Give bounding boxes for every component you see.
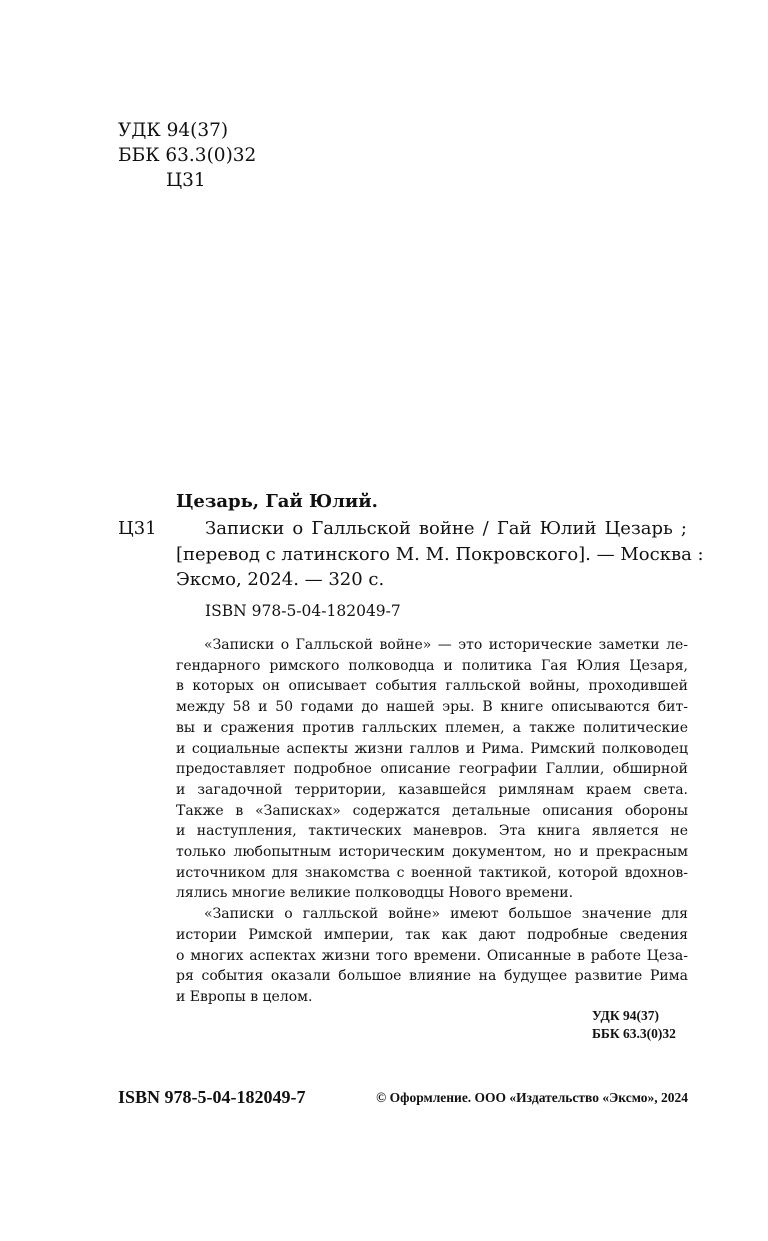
annotation-line: вы и сражения против галльских племен, а также политические [176, 719, 688, 736]
annotation-line: и Европы в целом. [176, 988, 313, 1005]
annotation-line: и социальные аспекты жизни галлов и Рима. Римский полководец [176, 740, 688, 757]
annotation-line: лялись многие великие полководцы Нового времени. [176, 885, 574, 902]
annotation [176, 635, 688, 1008]
annotation-line: источником для знакомства с военной тактикой, которой вдохнов- [176, 864, 688, 881]
isbn-entry: ISBN 978-5-04-182049-7 [205, 602, 401, 620]
annotation-line: истории Римской империи, так как дают подробные сведения [176, 926, 688, 943]
bbk-top: ББК 63.3(0)32 [118, 145, 257, 166]
annotation-line: и загадочной территории, казавшейся римлянам краем света. [176, 781, 688, 798]
isbn-footer: ISBN 978-5-04-182049-7 [118, 1087, 306, 1107]
annotation-line: «Записки о Галльской войне» — это исторические заметки ле- [204, 637, 688, 653]
bbk-bottom: ББК 63.3(0)32 [592, 1026, 676, 1041]
entry-line-3: Эксмо, 2024. — 320 с. [176, 569, 385, 590]
author-code-top: Ц31 [166, 170, 206, 191]
udk-top: УДК 94(37) [118, 120, 229, 141]
annotation-line: гендарного римского полководца и политика Гая Юлия Цезаря, [176, 657, 688, 674]
annotation-line: Также в «Записках» содержатся детальные описания обороны [176, 802, 688, 819]
annotation-line: только любопытным историческим документом, но и прекрасным [176, 844, 688, 861]
author-code: Ц31 [118, 518, 157, 539]
author-heading: Цезарь, Гай Юлий. [176, 491, 378, 512]
entry-line-2: [перевод с латинского М. М. Покровского]. — Москва : [176, 544, 704, 565]
entry-line-1: Записки о Галльской войне / Гай Юлий Цезарь ; [205, 518, 687, 539]
annotation-line: в которых он описывает события галльской войны, проходившей [176, 678, 688, 695]
copyright-line: © Оформление. ООО «Издательство «Эксмо», 2024 [376, 1090, 688, 1105]
udk-bottom: УДК 94(37) [592, 1008, 659, 1023]
annotation-line: предоставляет подробное описание географии Галлии, обширной [176, 761, 688, 778]
annotation-line: и наступления, тактических маневров. Эта книга является не [176, 823, 688, 840]
annotation-line: между 58 и 50 годами до нашей эры. В книге описываются бит- [176, 699, 688, 716]
annotation-line: «Записки о галльской войне» имеют большое значение для [204, 906, 688, 923]
annotation-line: ря события оказали большое влияние на будущее развитие Рима [176, 968, 688, 985]
annotation-line: о многих аспектах жизни того времени. Описанные в работе Цеза- [176, 947, 688, 964]
